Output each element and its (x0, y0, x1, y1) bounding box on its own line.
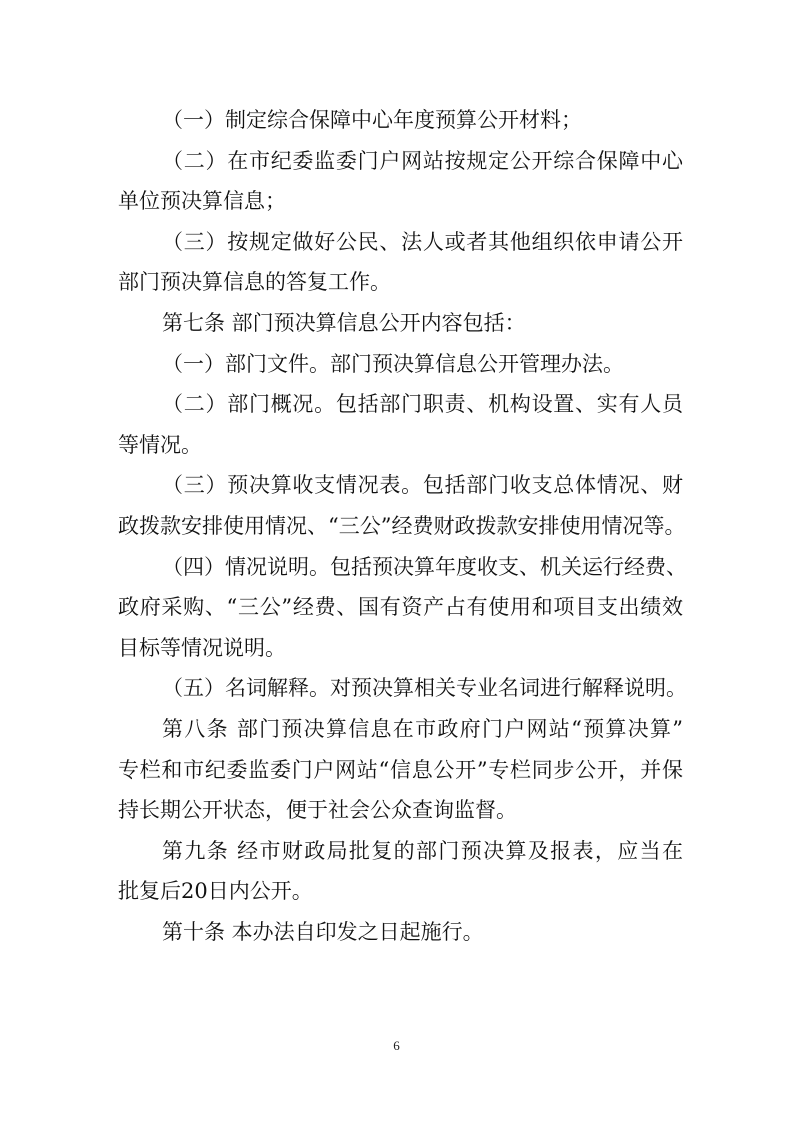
text-line: 单位预决算信息； (118, 189, 286, 214)
text-line: 专栏和市纪委监委门户网站“信息公开”专栏同步公开，并保 (118, 757, 683, 782)
text-line: （一）部门文件。部门预决算信息公开管理办法。 (162, 351, 624, 376)
text-line: （一）制定综合保障中心年度预算公开材料； (162, 108, 582, 132)
article-heading-line: 第十条 本办法自印发之日起施行。 (162, 919, 484, 944)
text-line: （三）按规定做好公民、法人或者其他组织依申请公开 (162, 229, 683, 254)
text-line: 目标等情况说明。 (118, 635, 286, 660)
text-line: 政拨款安排使用情况、“三公”经费财政拨款安排使用情况等。 (118, 513, 686, 538)
text-line: 政府采购、“三公”经费、国有资产占有使用和项目支出绩效 (118, 595, 683, 620)
text-line: （二）部门概况。包括部门职责、机构设置、实有人员 (162, 392, 683, 417)
article-heading-line: 第八条 部门预决算信息在市政府门户网站“预算决算” (162, 716, 683, 741)
text-line: 持长期公开状态，便于社会公众查询监督。 (118, 798, 517, 823)
page-number: 6 (393, 1038, 400, 1053)
text-line: 部门预决算信息的答复工作。 (118, 270, 391, 295)
text-line: 批复后20日内公开。 (118, 879, 313, 904)
article-heading-line: 第九条 经市财政局批复的部门预决算及报表，应当在 (162, 838, 683, 863)
article-heading-line: 第七条 部门预决算信息公开内容包括： (162, 310, 526, 335)
text-line: 等情况。 (118, 432, 202, 457)
text-line: （五）名词解释。对预决算相关专业名词进行解释说明。 (162, 676, 687, 701)
text-line: （四）情况说明。包括预决算年度收支、机关运行经费、 (162, 554, 687, 579)
text-line: （三）预决算收支情况表。包括部门收支总体情况、财 (162, 473, 683, 498)
text-line: （二）在市纪委监委门户网站按规定公开综合保障中心 (162, 148, 683, 173)
document-body (118, 100, 687, 952)
